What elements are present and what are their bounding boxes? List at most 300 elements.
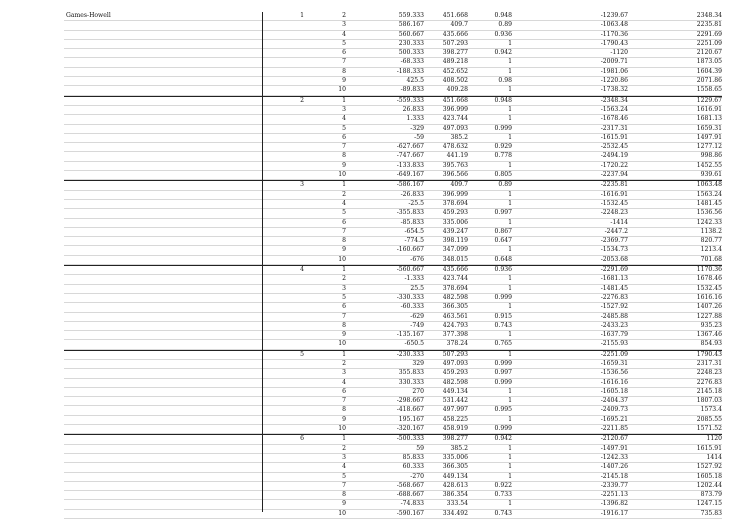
sig-cell: 0.648 <box>494 255 512 263</box>
sig-cell: 0.936 <box>494 30 512 38</box>
upper-bound-cell: 1247.15 <box>696 500 722 508</box>
lower-bound-cell: -2237.94 <box>600 171 628 179</box>
std-error-cell: 378.694 <box>442 199 468 207</box>
upper-bound-cell: 1807.03 <box>696 397 722 405</box>
upper-bound-cell: 2235.81 <box>696 21 722 29</box>
std-error-cell: 423.744 <box>442 275 468 283</box>
upper-bound-cell: 854.93 <box>700 340 722 348</box>
sig-cell: 0.999 <box>494 425 512 433</box>
lower-bound-cell: -1396.82 <box>600 500 628 508</box>
group-j-cell: 3 <box>342 105 346 113</box>
group-j-cell: 8 <box>342 67 346 75</box>
upper-bound-cell: 2248.23 <box>696 369 722 377</box>
table-row <box>64 49 722 58</box>
std-error-cell: 385.2 <box>450 444 468 452</box>
group-i-label: 4 <box>300 266 304 274</box>
std-error-cell: 335.006 <box>442 218 468 226</box>
group-j-cell: 3 <box>342 21 346 29</box>
lower-bound-cell: -2235.81 <box>600 181 628 189</box>
table-row <box>64 265 722 275</box>
table-row <box>64 21 722 30</box>
sig-cell: 1 <box>508 444 512 452</box>
upper-bound-cell: 1678.46 <box>696 275 722 283</box>
lower-bound-cell: -1220.86 <box>600 77 628 85</box>
group-j-cell: 5 <box>342 39 346 47</box>
upper-bound-cell: 1536.56 <box>696 209 722 217</box>
lower-bound-cell: -2348.34 <box>600 96 628 104</box>
upper-bound-cell: 1242.33 <box>696 218 722 226</box>
upper-bound-cell: 1659.31 <box>696 124 722 132</box>
lower-bound-cell: -2145.18 <box>600 472 628 480</box>
lower-bound-cell: -2409.73 <box>600 406 628 414</box>
std-error-cell: 459.293 <box>442 369 468 377</box>
lower-bound-cell: -2276.83 <box>600 293 628 301</box>
sig-cell: 0.999 <box>494 378 512 386</box>
group-i-label: 3 <box>300 181 304 189</box>
std-error-cell: 435.666 <box>442 266 468 274</box>
mean-diff-cell: 25.5 <box>410 284 424 292</box>
group-j-cell: 6 <box>342 49 346 57</box>
lower-bound-cell: -1916.17 <box>600 509 628 517</box>
upper-bound-cell: 939.61 <box>700 171 722 179</box>
sig-cell: 1 <box>508 199 512 207</box>
group-j-cell: 6 <box>342 387 346 395</box>
mean-diff-cell: -559.333 <box>396 96 424 104</box>
group-j-cell: 2 <box>342 190 346 198</box>
group-j-cell: 7 <box>342 397 346 405</box>
sig-cell: 1 <box>508 58 512 66</box>
lower-bound-cell: -2053.68 <box>600 255 628 263</box>
mean-diff-cell: -133.833 <box>396 161 424 169</box>
table-row <box>64 294 722 303</box>
table-row <box>64 68 722 77</box>
mean-diff-cell: 425.5 <box>406 77 424 85</box>
sig-cell: 0.765 <box>494 340 512 348</box>
group-j-cell: 2 <box>342 275 346 283</box>
upper-bound-cell: 1558.65 <box>696 86 722 94</box>
group-j-cell: 3 <box>342 284 346 292</box>
sig-cell: 1 <box>508 303 512 311</box>
lower-bound-cell: -1563.24 <box>600 105 628 113</box>
upper-bound-cell: 1452.55 <box>696 161 722 169</box>
std-error-cell: 482.598 <box>442 378 468 386</box>
std-error-cell: 435.666 <box>442 30 468 38</box>
std-error-cell: 386.354 <box>442 491 468 499</box>
group-j-cell: 7 <box>342 481 346 489</box>
mean-diff-cell: -1.333 <box>404 275 424 283</box>
group-j-cell: 1 <box>342 181 346 189</box>
group-j-cell: 2 <box>342 444 346 452</box>
sig-cell: 0.733 <box>494 491 512 499</box>
table-row <box>64 191 722 200</box>
upper-bound-cell: 1367.46 <box>696 331 722 339</box>
upper-bound-cell: 1414 <box>706 453 722 461</box>
mean-diff-cell: -270 <box>410 472 424 480</box>
sig-cell: 1 <box>508 397 512 405</box>
table-row <box>64 463 722 472</box>
sig-cell: 0.999 <box>494 124 512 132</box>
mean-diff-cell: 60.333 <box>402 463 424 471</box>
lower-bound-cell: -2251.09 <box>600 350 628 358</box>
table-row <box>64 369 722 378</box>
table-row <box>64 134 722 143</box>
mean-diff-cell: -320.167 <box>396 425 424 433</box>
sig-cell: 0.948 <box>494 96 512 104</box>
group-j-cell: 10 <box>338 86 346 94</box>
group-j-cell: 9 <box>342 246 346 254</box>
lower-bound-cell: -1497.91 <box>600 444 628 452</box>
table-row <box>64 397 722 406</box>
mean-diff-cell: -500.333 <box>396 435 424 443</box>
upper-bound-cell: 2291.69 <box>696 30 722 38</box>
std-error-cell: 531.442 <box>442 397 468 405</box>
table-row <box>64 162 722 171</box>
group-j-cell: 10 <box>338 425 346 433</box>
group-j-cell: 8 <box>342 491 346 499</box>
sig-cell: 0.743 <box>494 321 512 329</box>
table-row <box>64 77 722 86</box>
mean-diff-cell: -586.167 <box>396 181 424 189</box>
upper-bound-cell: 1681.13 <box>696 115 722 123</box>
upper-bound-cell: 1481.45 <box>696 199 722 207</box>
group-j-cell: 4 <box>342 463 346 471</box>
lower-bound-cell: -1616.91 <box>600 190 628 198</box>
upper-bound-cell: 2276.83 <box>696 378 722 386</box>
lower-bound-cell: -1407.26 <box>600 463 628 471</box>
table-row <box>64 445 722 454</box>
table-row <box>64 425 722 434</box>
std-error-cell: 334.492 <box>442 509 468 517</box>
table-row <box>64 152 722 161</box>
lower-bound-cell: -1738.32 <box>600 86 628 94</box>
lower-bound-cell: -2155.93 <box>600 340 628 348</box>
sig-cell: 1 <box>508 284 512 292</box>
lower-bound-cell: -1527.92 <box>600 303 628 311</box>
group-j-cell: 6 <box>342 133 346 141</box>
sig-cell: 0.995 <box>494 406 512 414</box>
lower-bound-cell: -1678.46 <box>600 115 628 123</box>
sig-cell: 0.98 <box>498 77 512 85</box>
upper-bound-cell: 1202.44 <box>696 481 722 489</box>
group-j-cell: 7 <box>342 143 346 151</box>
upper-bound-cell: 1571.52 <box>696 425 722 433</box>
group-j-cell: 1 <box>342 96 346 104</box>
table-row <box>64 350 722 360</box>
table-row <box>64 416 722 425</box>
std-error-cell: 409.7 <box>450 21 468 29</box>
std-error-cell: 507.293 <box>442 39 468 47</box>
mean-diff-cell: -26.833 <box>400 190 424 198</box>
upper-bound-cell: 820.77 <box>700 237 722 245</box>
sig-cell: 1 <box>508 105 512 113</box>
table-row <box>64 12 722 21</box>
group-j-cell: 4 <box>342 199 346 207</box>
std-error-cell: 335.006 <box>442 453 468 461</box>
upper-bound-cell: 1277.12 <box>696 143 722 151</box>
mean-diff-cell: 330.333 <box>398 378 424 386</box>
upper-bound-cell: 2120.67 <box>696 49 722 57</box>
std-error-cell: 348.015 <box>442 255 468 263</box>
lower-bound-cell: -1695.21 <box>600 415 628 423</box>
mean-diff-cell: -560.667 <box>396 266 424 274</box>
sig-cell: 1 <box>508 39 512 47</box>
group-j-cell: 7 <box>342 227 346 235</box>
table-row <box>64 58 722 67</box>
sig-cell: 0.867 <box>494 227 512 235</box>
upper-bound-cell: 1120 <box>706 435 722 443</box>
sig-cell: 1 <box>508 246 512 254</box>
mean-diff-cell: 26.833 <box>402 105 424 113</box>
mean-diff-cell: -590.167 <box>396 509 424 517</box>
table-row <box>64 275 722 284</box>
sig-cell: 0.89 <box>498 21 512 29</box>
sig-cell: 1 <box>508 463 512 471</box>
table-row <box>64 228 722 237</box>
lower-bound-cell: -1063.48 <box>600 21 628 29</box>
std-error-cell: 459.293 <box>442 209 468 217</box>
upper-bound-cell: 1229.67 <box>696 96 722 104</box>
mean-diff-cell: -629 <box>410 312 424 320</box>
sig-cell: 1 <box>508 350 512 358</box>
lower-bound-cell: -1659.31 <box>600 359 628 367</box>
table-row <box>64 331 722 340</box>
table-row <box>64 209 722 218</box>
table-row <box>64 482 722 491</box>
lower-bound-cell: -1616.16 <box>600 378 628 386</box>
table-row <box>64 406 722 415</box>
upper-bound-cell: 701.68 <box>700 255 722 263</box>
sig-cell: 1 <box>508 67 512 75</box>
sig-cell: 0.997 <box>494 209 512 217</box>
std-error-cell: 398.119 <box>442 237 468 245</box>
table-row <box>64 31 722 40</box>
lower-bound-cell: -2339.77 <box>600 481 628 489</box>
table-row <box>64 200 722 209</box>
std-error-cell: 366.305 <box>442 303 468 311</box>
table-row <box>64 180 722 190</box>
upper-bound-cell: 1790.43 <box>696 350 722 358</box>
lower-bound-cell: -1239.67 <box>600 12 628 19</box>
std-error-cell: 497.093 <box>442 124 468 132</box>
mean-diff-cell: -85.833 <box>400 218 424 226</box>
mean-diff-cell: -160.667 <box>396 246 424 254</box>
upper-bound-cell: 1604.39 <box>696 67 722 75</box>
sig-cell: 0.997 <box>494 369 512 377</box>
sig-cell: 1 <box>508 161 512 169</box>
sig-cell: 0.647 <box>494 237 512 245</box>
sig-cell: 0.805 <box>494 171 512 179</box>
sig-cell: 1 <box>508 387 512 395</box>
std-error-cell: 439.247 <box>442 227 468 235</box>
upper-bound-cell: 1407.26 <box>696 303 722 311</box>
group-j-cell: 3 <box>342 369 346 377</box>
group-j-cell: 8 <box>342 321 346 329</box>
sig-cell: 1 <box>508 472 512 480</box>
sig-cell: 0.743 <box>494 509 512 517</box>
group-j-cell: 9 <box>342 500 346 508</box>
mean-diff-cell: -74.833 <box>400 500 424 508</box>
mean-diff-cell: -676 <box>410 255 424 263</box>
group-j-cell: 6 <box>342 218 346 226</box>
mean-diff-cell: -355.833 <box>396 209 424 217</box>
mean-diff-cell: -568.667 <box>396 481 424 489</box>
mean-diff-cell: -230.333 <box>396 350 424 358</box>
std-error-cell: 451.668 <box>442 12 468 19</box>
group-j-cell: 8 <box>342 406 346 414</box>
mean-diff-cell: -68.333 <box>400 58 424 66</box>
table-row <box>64 360 722 369</box>
std-error-cell: 482.598 <box>442 293 468 301</box>
mean-diff-cell: -649.167 <box>396 171 424 179</box>
upper-bound-cell: 1063.48 <box>696 181 722 189</box>
sig-cell: 0.778 <box>494 152 512 160</box>
sig-cell: 0.89 <box>498 181 512 189</box>
mean-diff-cell: -60.333 <box>400 303 424 311</box>
std-error-cell: 408.502 <box>442 77 468 85</box>
table-row <box>64 434 722 444</box>
table-row <box>64 473 722 482</box>
group-j-cell: 5 <box>342 209 346 217</box>
group-j-cell: 9 <box>342 161 346 169</box>
upper-bound-cell: 2251.09 <box>696 39 722 47</box>
sig-cell: 0.999 <box>494 359 512 367</box>
sig-cell: 0.948 <box>494 12 512 19</box>
comparison-table <box>64 12 722 519</box>
lower-bound-cell: -1532.45 <box>600 199 628 207</box>
lower-bound-cell: -1120 <box>610 49 628 57</box>
table-row <box>64 303 722 312</box>
group-j-cell: 4 <box>342 378 346 386</box>
mean-diff-cell: -188.333 <box>396 67 424 75</box>
group-j-cell: 8 <box>342 152 346 160</box>
upper-bound-cell: 2085.55 <box>696 415 722 423</box>
group-j-cell: 7 <box>342 312 346 320</box>
table-row <box>64 125 722 134</box>
lower-bound-cell: -2532.45 <box>600 143 628 151</box>
sig-cell: 0.999 <box>494 293 512 301</box>
group-j-cell: 4 <box>342 30 346 38</box>
lower-bound-cell: -2009.71 <box>600 58 628 66</box>
std-error-cell: 347.099 <box>442 246 468 254</box>
group-i-label: 5 <box>300 350 304 358</box>
sig-cell: 1 <box>508 331 512 339</box>
column-divider <box>262 12 263 512</box>
group-j-cell: 4 <box>342 115 346 123</box>
std-error-cell: 423.744 <box>442 115 468 123</box>
lower-bound-cell: -1790.43 <box>600 39 628 47</box>
std-error-cell: 428.613 <box>442 481 468 489</box>
std-error-cell: 497.093 <box>442 359 468 367</box>
std-error-cell: 385.2 <box>450 133 468 141</box>
mean-diff-cell: 195.167 <box>398 415 424 423</box>
std-error-cell: 366.305 <box>442 463 468 471</box>
sig-cell: 0.929 <box>494 143 512 151</box>
mean-diff-cell: 85.833 <box>402 453 424 461</box>
mean-diff-cell: 329 <box>412 359 424 367</box>
group-j-cell: 2 <box>342 12 346 19</box>
table-row <box>64 491 722 500</box>
upper-bound-cell: 1170.36 <box>696 266 722 274</box>
upper-bound-cell: 2348.34 <box>696 12 722 19</box>
table-row <box>64 285 722 294</box>
lower-bound-cell: -1605.18 <box>600 387 628 395</box>
std-error-cell: 424.793 <box>442 321 468 329</box>
std-error-cell: 489.218 <box>442 58 468 66</box>
mean-diff-cell: -329 <box>410 124 424 132</box>
mean-diff-cell: 500.333 <box>398 49 424 57</box>
std-error-cell: 451.668 <box>442 96 468 104</box>
table-row <box>64 322 722 331</box>
lower-bound-cell: -2369.77 <box>600 237 628 245</box>
sig-cell: 0.922 <box>494 481 512 489</box>
group-j-cell: 1 <box>342 350 346 358</box>
sig-cell: 1 <box>508 218 512 226</box>
std-error-cell: 377.398 <box>442 331 468 339</box>
mean-diff-cell: -25.5 <box>408 199 424 207</box>
group-i-label: 1 <box>300 12 304 19</box>
mean-diff-cell: -59 <box>414 133 424 141</box>
sig-cell: 0.915 <box>494 312 512 320</box>
lower-bound-cell: -2433.23 <box>600 321 628 329</box>
std-error-cell: 478.632 <box>442 143 468 151</box>
group-j-cell: 8 <box>342 237 346 245</box>
mean-diff-cell: 59 <box>416 444 424 452</box>
lower-bound-cell: -1720.22 <box>600 161 628 169</box>
table-row <box>64 256 722 265</box>
lower-bound-cell: -2251.13 <box>600 491 628 499</box>
std-error-cell: 449.134 <box>442 472 468 480</box>
upper-bound-cell: 2071.86 <box>696 77 722 85</box>
lower-bound-cell: -2120.67 <box>600 435 628 443</box>
upper-bound-cell: 2317.31 <box>696 359 722 367</box>
mean-diff-cell: 586.167 <box>398 21 424 29</box>
table-row <box>64 171 722 180</box>
lower-bound-cell: -1637.79 <box>600 331 628 339</box>
std-error-cell: 409.28 <box>446 86 468 94</box>
upper-bound-cell: 1605.18 <box>696 472 722 480</box>
mean-diff-cell: -749 <box>410 321 424 329</box>
group-i-label: 6 <box>300 435 304 443</box>
group-j-cell: 6 <box>342 303 346 311</box>
sig-cell: 1 <box>508 190 512 198</box>
upper-bound-cell: 998.86 <box>700 152 722 160</box>
std-error-cell: 441.19 <box>446 152 468 160</box>
lower-bound-cell: -2317.31 <box>600 124 628 132</box>
std-error-cell: 378.24 <box>446 340 468 348</box>
upper-bound-cell: 1497.91 <box>696 133 722 141</box>
sig-cell: 1 <box>508 453 512 461</box>
group-j-cell: 1 <box>342 266 346 274</box>
upper-bound-cell: 1616.91 <box>696 105 722 113</box>
lower-bound-cell: -1414 <box>610 218 628 226</box>
std-error-cell: 409.7 <box>450 181 468 189</box>
sig-cell: 0.942 <box>494 435 512 443</box>
upper-bound-cell: 1532.45 <box>696 284 722 292</box>
mean-diff-cell: -418.667 <box>396 406 424 414</box>
lower-bound-cell: -2248.23 <box>600 209 628 217</box>
std-error-cell: 395.763 <box>442 161 468 169</box>
upper-bound-cell: 1227.88 <box>696 312 722 320</box>
lower-bound-cell: -1615.91 <box>600 133 628 141</box>
sig-cell: 0.936 <box>494 266 512 274</box>
group-j-cell: 10 <box>338 340 346 348</box>
mean-diff-cell: 270 <box>412 387 424 395</box>
lower-bound-cell: -2447.2 <box>604 227 628 235</box>
table-row <box>64 143 722 152</box>
lower-bound-cell: -1242.33 <box>600 453 628 461</box>
group-j-cell: 3 <box>342 453 346 461</box>
lower-bound-cell: -1681.13 <box>600 275 628 283</box>
